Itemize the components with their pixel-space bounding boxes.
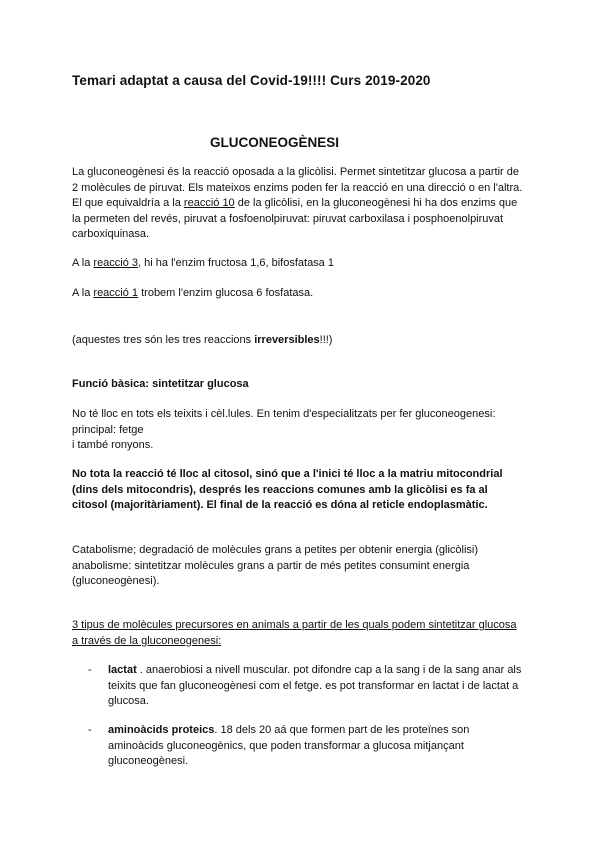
irreversible-note xyxy=(72,333,534,349)
list-bullet: - xyxy=(88,724,92,736)
location-line: i també ronyons. xyxy=(72,439,154,452)
intro-line: La gluconeogènesi és la reacció oposada a la glicòlisi. Permet sintetitzar glucosa a partir de xyxy=(72,166,519,178)
precursors-line: a través de la gluconeogenesi: xyxy=(72,634,222,647)
list-line: gluconeogènesi. xyxy=(108,755,189,768)
location-line: No té lloc en tots els teixits i cèl.lules. En tenim d'especialitzats per fer gluconeogenesi: xyxy=(72,408,496,420)
metabolism-line: anabolisme: sintetitzar molècules grans a partir de més petites consumint energia xyxy=(72,559,470,572)
list-line xyxy=(108,723,538,739)
list-line: teixits que fan gluconeogènesi com el fetge. es pot transformar en lactat i de lactat a xyxy=(108,679,519,692)
reaction-3-text: , hi ha l'enzim fructosa 1,6, bifosfatasa 1 xyxy=(138,257,334,269)
reaction-3-link: reacció 3 xyxy=(93,257,139,269)
course-header: Temari adaptat a causa del Covid-19!!!! Curs 2019-2020 xyxy=(72,73,431,88)
intro-line: 2 molècules de piruvat. Els mateixos enzims poden fer la reacció en una direcció o en l'altra. xyxy=(72,181,523,194)
note-text: (aquestes tres són les tres reaccions xyxy=(72,334,255,346)
intro-line-text: de la glicòlisi, en la gluconeogènesi hi ha dos enzims que xyxy=(234,197,518,210)
list-item-text xyxy=(108,663,538,710)
location-paragraph xyxy=(72,407,534,454)
reaction-1-text: A la xyxy=(72,287,94,299)
list-bullet: - xyxy=(88,664,92,676)
intro-line-text: El que equivaldría a la xyxy=(72,197,184,210)
metabolism-line: (gluconeogènesi). xyxy=(72,575,160,588)
precursors-heading xyxy=(72,618,534,649)
reaction-1-line xyxy=(72,286,534,302)
note-text: !!!) xyxy=(319,334,333,346)
function-heading: Funció bàsica: sintetitzar glucosa xyxy=(72,378,249,390)
list-text: . anaerobiosi a nivell muscular. pot difondre cap a la sang i de la sang anar als xyxy=(136,664,522,676)
page-title: GLUCONEOGÈNESI xyxy=(210,135,340,150)
reaction-3-line xyxy=(72,256,534,272)
reaction-1-text: trobem l'enzim glucosa 6 fosfatasa. xyxy=(138,287,314,299)
list-term: lactat xyxy=(108,664,137,676)
metabolism-paragraph xyxy=(72,543,534,590)
bold-line: citosol (majoritàriament). El final de la reacció es dóna al reticle endoplasmàtic. xyxy=(72,499,488,512)
bold-line: (dins dels mitocondris), després les reaccions comunes amb la glicòlisi es fa al xyxy=(72,483,488,496)
list-term: aminoàcids proteics xyxy=(108,724,215,736)
intro-paragraph xyxy=(72,165,534,243)
metabolism-line: Catabolisme; degradació de molècules grans a petites per obtenir energia (glicòlisi) xyxy=(72,544,478,556)
intro-line: carboxiquinasa. xyxy=(72,228,150,241)
reaction-10-link: reacció 10 xyxy=(183,197,235,210)
reaction-3-text: A la xyxy=(72,257,94,269)
list-text: . 18 dels 20 aá que formen part de les proteïnes son xyxy=(214,724,470,736)
location-line: principal: fetge xyxy=(72,423,144,436)
cellular-location-paragraph xyxy=(72,467,534,514)
note-bold: irreversibles xyxy=(254,334,320,346)
reaction-1-link: reacció 1 xyxy=(93,287,139,299)
list-line: aminoàcids gluconeogènics, que poden transformar a glucosa mitjançant xyxy=(108,739,464,752)
list-line: glucosa. xyxy=(108,695,149,708)
precursors-line: 3 tipus de molècules precursores en animals a partir de les quals podem sintetitzar glucosa xyxy=(72,619,517,631)
bold-line: No tota la reacció té lloc al citosol, sinó que a l'inici té lloc a la matriu mitocondrial xyxy=(72,468,503,480)
intro-line xyxy=(72,196,534,212)
list-line xyxy=(108,663,538,679)
list-item-text xyxy=(108,723,538,770)
intro-line: la permeten del revés, piruvat a fosfoenolpiruvat: piruvat carboxilasa i posphoenolpiruvat xyxy=(72,212,504,225)
